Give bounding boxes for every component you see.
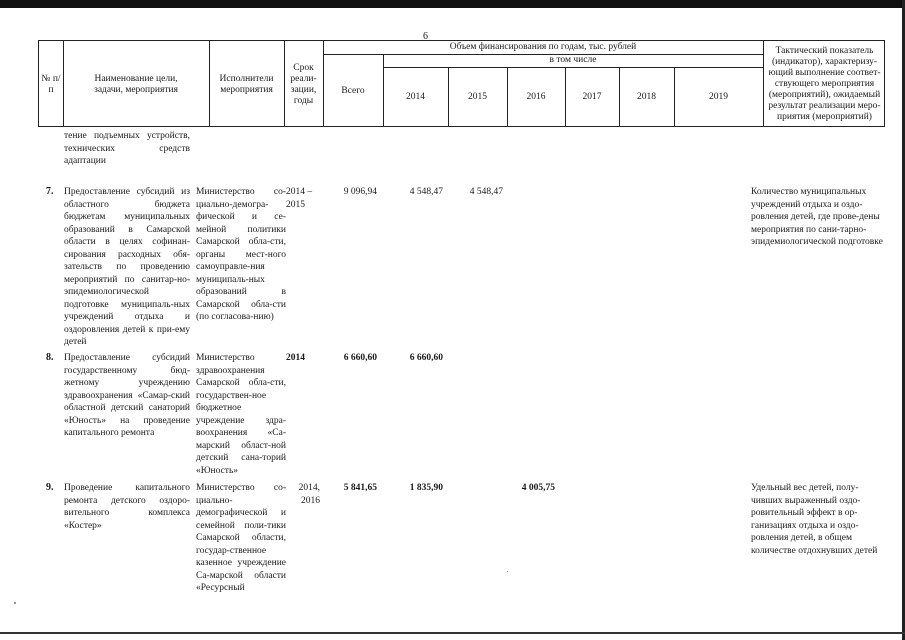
header-exec: Исполнители мероприятия bbox=[219, 73, 274, 95]
table-row bbox=[0, 482, 905, 612]
scan-top-edge bbox=[0, 0, 905, 8]
header-year-2017: 2017 bbox=[582, 92, 602, 102]
header-year-2019: 2019 bbox=[709, 92, 728, 102]
header-including: в том числе bbox=[549, 55, 597, 65]
row-2014: 6 660,60 bbox=[409, 353, 443, 363]
row-total: 6 660,60 bbox=[343, 353, 377, 363]
header-term: Срок реали-зации, годы bbox=[290, 62, 317, 106]
row-indicator: Количество муниципальных учреждений отдыха и оздо-ровления детей, где прове-дены мероприятия по сани-тарно-эпидемиологической подготовке bbox=[751, 187, 883, 247]
row-term: 2014, 2016 bbox=[298, 483, 320, 506]
header-name: Наименование цели, задачи, мероприятия bbox=[94, 73, 178, 95]
header-num: № п/п bbox=[41, 73, 61, 95]
row-number: 8. bbox=[46, 352, 54, 363]
row-term: 2014 bbox=[286, 353, 305, 363]
row-executor: Министерство здравоохранения Самарской обла-сти, государствен-ное бюджетное учреждение здра-воохранения «Са-марский област-ной детский сана-торий «Юность» bbox=[196, 353, 286, 476]
row-executor: Министерство со-циально-демографической и семейной поли-тики Самарской области, государ-ственное казенное учреждение Са-марской области «Ресурсный bbox=[196, 483, 286, 593]
scan-bottom-edge bbox=[0, 632, 905, 634]
scan-speck bbox=[507, 571, 508, 572]
header-indicator: Тактический показатель (индикатор), характеризу-ющий выполнение соответ-ствующего мероприятия (мероприятий), ожидаемый результат реализации меро-приятия (мероприятий) bbox=[768, 46, 881, 122]
continuation-text: тение подъемных устройств, технических средств адаптации bbox=[64, 131, 190, 166]
row-2014: 4 548,47 bbox=[409, 187, 443, 197]
table-row bbox=[0, 186, 905, 346]
row-indicator: Удельный вес детей, полу-чивших выраженный оздо-ровительный эффект в ор-ганизациях отдыха и оздо-ровления детей, в общем количестве отдохнувших детей bbox=[751, 483, 878, 556]
row-2015: 4 548,47 bbox=[469, 187, 503, 197]
header-financing: Объем финансирования по годам, тыс. рублей bbox=[449, 42, 637, 52]
table-row bbox=[0, 352, 905, 477]
table-header bbox=[38, 40, 885, 127]
row-number: 7. bbox=[46, 186, 54, 197]
page-number: 6 bbox=[423, 31, 428, 42]
row-executor: Министерство со-циально-демогра-фической и се-мейной политики Самарской обла-сти, органы мест-ного самоуправле-ния муниципаль-ных образований в Самарской обла-сти (по согласова-нию) bbox=[196, 187, 286, 322]
scan-speck bbox=[14, 602, 16, 604]
header-total: Всего bbox=[341, 85, 365, 96]
row-name: Предоставление субсидий из областного бюджета бюджетам муниципальных образований в Самарской области в целях софинан-сирования расходных обя-зательств по проведению мероприятий по санитар-но-эпидемиологической подготовке муниципаль-ных учреждений отдыха и оздоровления детей к при-ему детей bbox=[64, 187, 190, 347]
row-term: 2014 – 2015 bbox=[286, 187, 313, 210]
row-name: Проведение капитального ремонта детского оздоро-вительного комплекса «Костер» bbox=[64, 483, 190, 531]
row-2016: 4 005,75 bbox=[521, 483, 555, 493]
header-year-2016: 2016 bbox=[526, 92, 546, 102]
row-name: Предоставление субсидий государственному бюд-жетному учреждению здравоохранения «Самар-ский областной детский санаторий «Юность» на проведение капитального ремонта bbox=[64, 353, 190, 438]
header-year-2015: 2015 bbox=[468, 92, 487, 102]
row-total: 5 841,65 bbox=[343, 483, 377, 493]
header-year-2014: 2014 bbox=[406, 92, 425, 102]
row-number: 9. bbox=[46, 482, 54, 493]
row-total: 9 096,94 bbox=[343, 187, 377, 197]
row-2014: 1 835,90 bbox=[409, 483, 443, 493]
header-year-2018: 2018 bbox=[637, 92, 656, 102]
